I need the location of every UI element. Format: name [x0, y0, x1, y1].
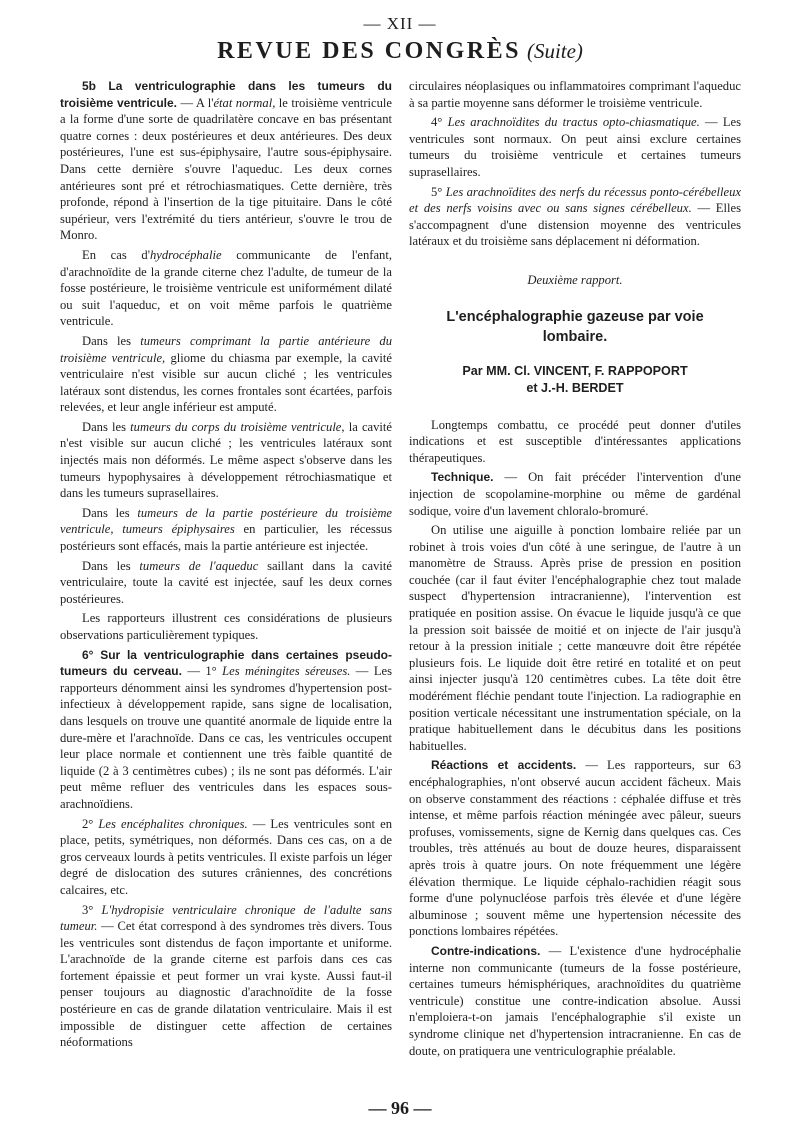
text: — Les rapporteurs, sur 63 encéphalographies, n'ont observé aucun accident fâcheux. Mais on observe constamment des réactions : céphalée diffuse et très intense, et même parfois réaction méningée avec pâleur, sueurs profuses, vomissements, signe de Kernig dans quelques cas. Ces troubles, très atténués au bout de douze heures, disparaissent après trois à quatre jours. On note fréquemment une légère élévation thermique. Le liquide céphalo-rachidien réagit sous forme d'une polynucléose parfois très élevée et d'une légère albuminose ; souvent même une hypertension nécessite des ponctions lombaires répétées. — [409, 758, 741, 939]
paragraph: Longtemps combattu, ce procédé peut donner d'utiles indications et est susceptible d'intéressantes applications thérapeutiques. — [409, 417, 741, 465]
text: — A l' — [177, 95, 214, 110]
emphasis: tumeurs de la partie postérieure du troisième ventricule, tumeurs épiphysaires — [60, 505, 393, 537]
article-authors — [409, 363, 741, 397]
text: 5° — [431, 184, 446, 199]
text: Dans les — [82, 333, 141, 348]
left-column — [60, 78, 392, 1051]
right-column — [409, 78, 741, 1059]
text: gliome du chiasma par exemple, la cavité ventriculaire n'est visible sur aucun cliché ; les ventricules latéraux sont distendus, les cornes frontales sont écartées, parfois relevées, et leur angle inférieur est amputé. — [60, 350, 392, 415]
section-heading: Technique. — [431, 470, 494, 485]
paragraph — [60, 419, 392, 502]
paragraph — [60, 333, 392, 416]
text: 4° — [431, 115, 448, 130]
running-header — [0, 38, 800, 65]
emphasis: Les arachnoïdites des nerfs du récessus ponto-cérébelleux et des nerfs voisins avec ou sans signes cérébelleux. — [409, 184, 742, 216]
text: — Cet état correspond à des syndromes très divers. Tous les ventricules sont distendus de façon importante et uniforme. L'arachnoïde de la grande citerne est parfois dans ces cas fortement épaissie et peut former un vrai kyste. Aussi faut-il penser toujours au diagnostic d'arachnoïdite de la fosse postérieure en cas de grande dilatation ventriculaire. Mais il est impossible de distinguer cette affection de certaines néoformations — [60, 919, 392, 1050]
paragraph — [60, 902, 392, 1051]
text: — On fait précéder l'intervention d'une injection de scopolamine-morphine ou même de gardénal sodique, voire d'un lavement chloralo-bromuré. — [409, 470, 741, 518]
journal-section-title: REVUE DES CONGRÈS — [217, 38, 521, 64]
authors-line: et J.-H. BERDET — [526, 380, 624, 395]
emphasis: Les arachnoïdites du tractus opto-chiasmatique. — [447, 115, 700, 130]
paragraph — [409, 184, 741, 250]
emphasis: hydrocéphalie — [149, 247, 222, 262]
article-title: L'encéphalographie gazeuse par voie lombaire. — [446, 308, 704, 345]
text: 2° — [82, 816, 99, 831]
text: Dans les — [82, 419, 131, 434]
text: — Elles s'accompagnent d'une distension moyenne des ventricules latéraux et du troisième sans déplacement ni déformation. — [409, 201, 741, 249]
title-suffix: (Suite) — [526, 39, 583, 63]
text: le troisième ventricule a la forme d'une sorte de quadrilatère concave en bas présentant quatre cornes : deux postérieures et deux antérieures. Des deux postérieures, l'une est sus-épiphysaire, l'autre sous-épiphysaire. Dans cette dernière s'ouvre l'aqueduc. Les deux cornes antérieures sont pré et rétrochiasmatiques. Cette dernière, très profonde, répond à l'insertion de la tige pituitaire. Dans le côté supérieur, vers l'extrémité du tiers antérieur, s'ouvre le trou de Monro. — [60, 95, 393, 243]
text: saillant dans la cavité ventriculaire, toute la cavité est injectée, sauf les deux cornes postérieures. — [60, 558, 392, 606]
section-heading: Contre-indications. — [431, 943, 541, 958]
text: Dans les — [82, 558, 140, 573]
paragraph: On utilise une aiguille à ponction lombaire reliée par un robinet à trois voies d'un côté à une seringue, de l'autre à un manomètre de Strauss. Après prise de pression en position couchée (car il faut éviter l'encéphalographie chez tout malade suspect d'hypertension intracranienne), l'intervention est pratiquée en position assise. On évacue le liquide jusqu'à ce que la pression soit baissée de moitié et on injecte de l'air jusqu'à retour à la pression initiale ; cette manœuvre doit être répétée plusieurs fois. Le liquide doit être retiré en totalité et on peut ainsi injecter jusqu'à 120 centimètres cubes. La tête doit être modérément fléchie pendant toute l'injection. La radiographie en position verticale nécessitant une instrumentation spéciale, on la pratique habituellement dans le décubitus dans les positions habituelles. — [409, 523, 741, 753]
emphasis: tumeurs comprimant la partie antérieure du troisième ventricule, — [60, 333, 392, 365]
page-number: — 96 — — [368, 1098, 432, 1118]
paragraph — [60, 247, 392, 330]
paragraph: Les rapporteurs illustrent ces considérations de plusieurs observations particulièrement typiques. — [60, 611, 392, 642]
paragraph — [60, 505, 392, 555]
paragraph — [60, 558, 392, 608]
text: 3° — [82, 902, 102, 917]
paragraph — [409, 757, 741, 940]
text: — Les ventricules sont en place, petits, symétriques, non déformés. Dans ces cas, on a de gros cerveaux lourds à petits ventricules. Il existe parfois un léger degré de dislocation des sutures crâniennes, des concrétions calcaires, etc. — [60, 816, 392, 897]
emphasis: Les encéphalites chroniques. — [98, 816, 248, 831]
roman-page-number: — XII — — [363, 14, 437, 33]
text: En cas d' — [82, 247, 150, 262]
text: communicante de l'enfant, d'arachnoïdite de la grande citerne chez l'adulte, de tumeur de la fosse postérieure, le troisième ventricule est uniformément dilaté ou suit l'aqueduc, et on voit même parfois le quatrième ventricule. — [60, 247, 392, 329]
emphasis: Les méningites séreuses. — [222, 664, 351, 679]
paragraph — [409, 114, 741, 180]
emphasis: tumeurs de l'aqueduc — [139, 558, 259, 573]
text: — Les rapporteurs dénomment ainsi les syndromes d'hypertension post-infectieux à développement rapide, sans signe de localisation, dans lesquels on trouve une quantité anormale de liquide entre la dure-mère et l'arachnoïde. Dans ce cas, les ventricules occupent leur place normale et contiennent une très faible quantité de liquide (2 à 3 centimètres cubes) ; ils ne sont pas déformés. L'air peut même refluer des ventricules dans les espaces sous-arachnoïdiens. — [60, 664, 393, 811]
emphasis: tumeurs du corps du troisième ventricule, — [130, 419, 345, 434]
text: — L'existence d'une hydrocéphalie interne non communicante (tumeurs de la fosse postérieure, certaines tumeurs hémisphériques, arachnoïdites du quatrième ventricule) constitue une contre-indication absolue. Aussi n'emploiera-t-on jamais l'encéphalographie s'il existe un syndrome clinique net d'hypertension intracranienne. En cas de doute, on pratiquera une ventriculographie préalable. — [409, 943, 741, 1058]
paragraph — [60, 816, 392, 899]
text: en particulier, les récessus postérieurs sont effacés, mais la partie antérieure est injectée. — [60, 522, 392, 554]
text: — Les ventricules sont normaux. On peut ainsi exclure certaines tumeurs du troisième ventricule et certaines tumeurs suprasellaires. — [409, 115, 741, 179]
emphasis: état normal, — [213, 95, 276, 110]
paragraph: circulaires néoplasiques ou inflammatoires comprimant l'aqueduc à sa partie moyenne sans déformer le troisième ventricule. — [409, 79, 741, 110]
paragraph — [60, 78, 392, 244]
text: Dans les — [82, 505, 138, 520]
text: la cavité n'est visible sur aucun cliché ; les ventricules latéraux sont injectés mais non déformés. Le même aspect s'observe dans les tumeurs hypophysaires à développement rétrochiasmatique et dans les tumeurs suprasellaires. — [60, 419, 393, 501]
section-heading: 5b La ventriculographie dans les tumeurs du troisième ventricule. — [60, 79, 392, 110]
authors-line: Par MM. Cl. VINCENT, F. RAPPOPORT — [462, 363, 688, 378]
paragraph — [409, 469, 741, 519]
section-heading: Réactions et accidents. — [431, 758, 577, 773]
text: — 1° — [181, 664, 223, 679]
paragraph — [409, 943, 741, 1059]
section-heading: 6° Sur la ventriculographie dans certaines pseudo-tumeurs du cerveau. — [60, 647, 392, 679]
emphasis: L'hydropisie ventriculaire chronique de l'adulte sans tumeur. — [60, 902, 392, 934]
report-subtitle: Deuxième rapport. — [527, 272, 623, 287]
paragraph — [60, 647, 392, 813]
